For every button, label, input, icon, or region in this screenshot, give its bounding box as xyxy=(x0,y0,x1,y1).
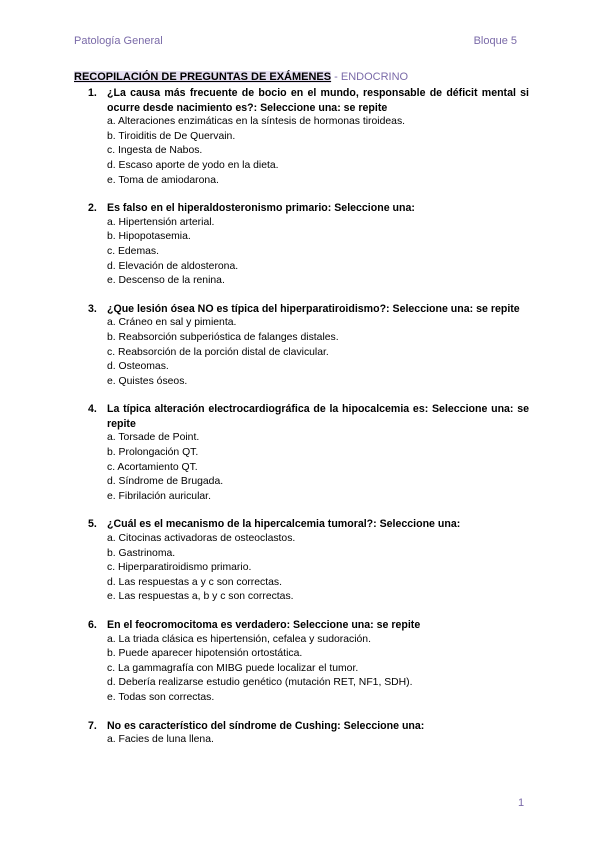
title-topic: - ENDOCRINO xyxy=(331,71,409,83)
question-number: 6. xyxy=(88,619,97,631)
question-item xyxy=(74,517,529,605)
title-main: RECOPILACIÓN DE PREGUNTAS DE EXÁMENES xyxy=(74,71,332,83)
question-item xyxy=(74,201,529,289)
answer-option: c. Edemas. xyxy=(107,245,159,257)
question-text xyxy=(74,86,529,115)
question-text xyxy=(74,719,529,734)
question-statement: En el feocromocitoma es verdadero: Seleccione una: se repite xyxy=(107,619,421,631)
page-number: 1 xyxy=(518,797,525,809)
answer-option: c. Ingesta de Nabos. xyxy=(107,145,203,157)
answer-options xyxy=(74,216,529,289)
question-statement: La típica alteración electrocardiográfica de la hipocalcemia es: Seleccione una: se repite xyxy=(107,403,529,430)
question-text xyxy=(74,302,529,317)
question-statement: ¿Cuál es el mecanismo de la hipercalcemia tumoral?: Seleccione una: xyxy=(107,518,461,531)
page-header xyxy=(74,35,517,47)
answer-option: d. Debería realizarse estudio genético (mutación RET, NF1, SDH). xyxy=(107,677,413,689)
answer-option: c. Acortamiento QT. xyxy=(107,461,198,473)
answer-option: a. La triada clásica es hipertensión, cefalea y sudoración. xyxy=(107,633,371,645)
answer-option: d. Osteomas. xyxy=(107,361,169,373)
answer-options xyxy=(74,316,529,389)
answer-option: e. Fibrilación auricular. xyxy=(107,490,211,502)
answer-options xyxy=(74,431,529,504)
answer-options xyxy=(74,532,529,605)
answer-option: e. Descenso de la renina. xyxy=(107,275,225,287)
answer-option: a. Torsade de Point. xyxy=(107,432,200,444)
question-statement: No es característico del síndrome de Cushing: Seleccione una: xyxy=(107,719,425,732)
question-item xyxy=(74,402,529,504)
question-number: 4. xyxy=(88,403,97,416)
answer-option: b. Reabsorción subperióstica de falanges distales. xyxy=(107,331,339,343)
question-statement: ¿Que lesión ósea NO es típica del hiperparatiroidismo?: Seleccione una: se repite xyxy=(107,302,520,315)
answer-option: d. Escaso aporte de yodo en la dieta. xyxy=(107,159,279,171)
question-item xyxy=(74,86,529,188)
answer-option: b. Puede aparecer hipotensión ortostática. xyxy=(107,648,303,660)
question-statement: ¿La causa más frecuente de bocio en el mundo, responsable de déficit mental si ocurre desde nacimiento es?: Seleccione una: se repite xyxy=(107,87,529,114)
answer-option: c. La gammagrafía con MIBG puede localizar el tumor. xyxy=(107,662,359,674)
answer-options xyxy=(74,633,529,706)
question-number: 2. xyxy=(88,202,97,215)
answer-option: b. Tiroiditis de De Quervain. xyxy=(107,130,236,142)
answer-option: d. Elevación de aldosterona. xyxy=(107,260,239,272)
question-number: 3. xyxy=(88,302,97,315)
answer-option: e. Todas son correctas. xyxy=(107,691,215,703)
question-text xyxy=(74,618,529,633)
document-title xyxy=(74,71,408,83)
question-number: 1. xyxy=(88,87,97,99)
question-statement: Es falso en el hiperaldosteronismo primario: Seleccione una: xyxy=(107,202,415,215)
question-number: 7. xyxy=(88,719,97,732)
answer-option: b. Gastrinoma. xyxy=(107,547,176,559)
answer-option: a. Alteraciones enzimáticas en la síntesis de hormonas tiroideas. xyxy=(107,116,406,128)
question-text xyxy=(74,402,529,431)
question-list xyxy=(74,86,529,761)
question-item xyxy=(74,302,529,390)
answer-options xyxy=(74,115,529,188)
answer-option: d. Las respuestas a y c son correctas. xyxy=(107,576,282,588)
question-text xyxy=(74,201,529,216)
answer-option: e. Quistes óseos. xyxy=(107,375,188,387)
answer-option: a. Hipertensión arterial. xyxy=(107,216,215,228)
question-item xyxy=(74,618,529,706)
header-block: Bloque 5 xyxy=(473,35,517,47)
answer-option: c. Hiperparatiroidismo primario. xyxy=(107,562,252,574)
answer-option: e. Toma de amiodarona. xyxy=(107,174,219,186)
answer-option: a. Facies de luna llena. xyxy=(107,734,214,746)
answer-option: c. Reabsorción de la porción distal de clavicular. xyxy=(107,346,329,358)
question-text xyxy=(74,517,529,532)
answer-option: a. Citocinas activadoras de osteoclastos. xyxy=(107,533,296,545)
question-number: 5. xyxy=(88,518,97,531)
answer-option: b. Prolongación QT. xyxy=(107,447,199,459)
answer-option: a. Cráneo en sal y pimienta. xyxy=(107,317,237,329)
question-item xyxy=(74,719,529,748)
answer-option: e. Las respuestas a, b y c son correctas. xyxy=(107,591,294,603)
answer-options xyxy=(74,733,529,748)
answer-option: d. Síndrome de Brugada. xyxy=(107,476,224,488)
answer-option: b. Hipopotasemia. xyxy=(107,231,191,243)
header-subject: Patología General xyxy=(74,35,163,47)
